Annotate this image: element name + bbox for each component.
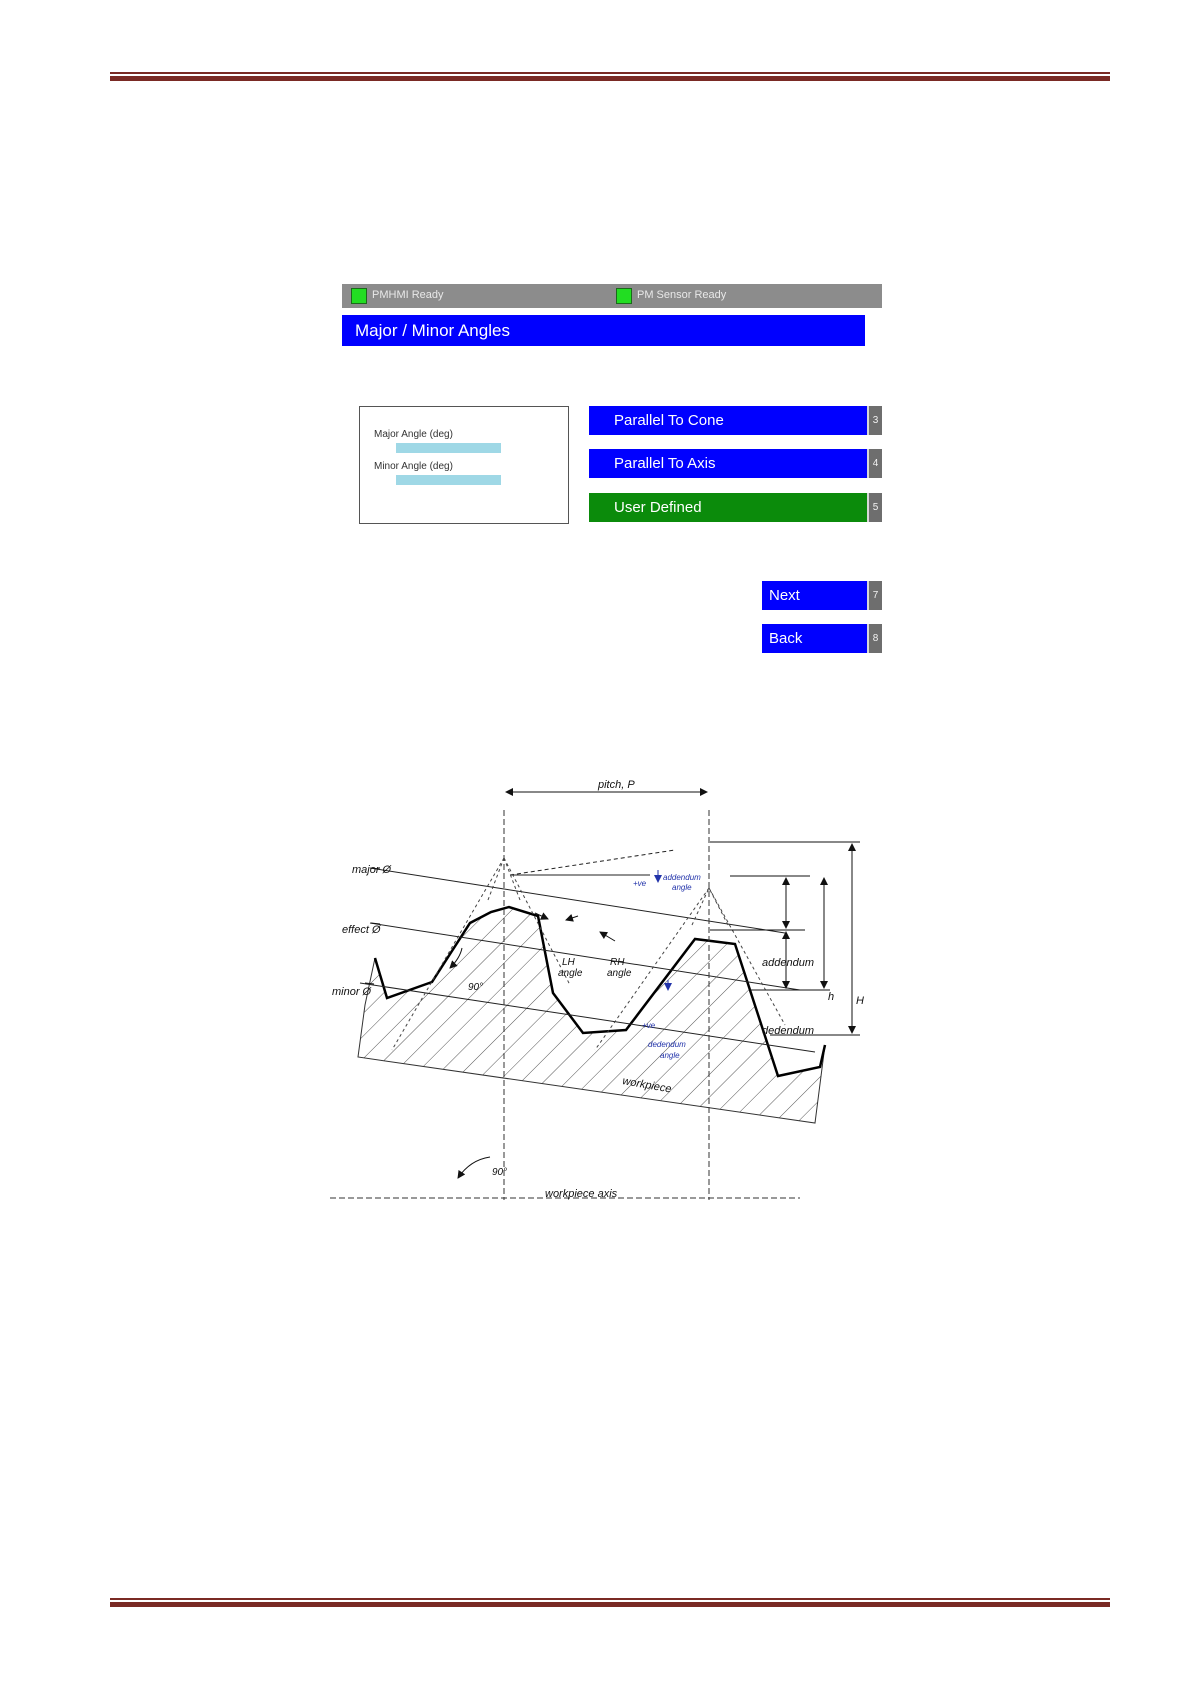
- user-defined-label: User Defined: [614, 499, 702, 516]
- minor-angle-label: Minor Angle (deg): [374, 461, 453, 472]
- minor-angle-field[interactable]: [396, 475, 501, 485]
- parallel-to-cone-label: Parallel To Cone: [614, 412, 724, 429]
- next-button[interactable]: [762, 581, 882, 610]
- back-label: Back: [769, 630, 803, 647]
- next-label: Next: [769, 587, 800, 604]
- effect-diameter-label: effect Ø: [342, 924, 381, 936]
- pmhmi-status-led-icon: [351, 288, 367, 304]
- back-button[interactable]: [762, 624, 882, 653]
- rh-angle-label-1: RH: [610, 957, 625, 968]
- lh-angle-label-1: LH: [562, 957, 575, 968]
- rh-angle-label-2: angle: [607, 968, 632, 979]
- page-title: Major / Minor Angles: [342, 315, 865, 346]
- softkey-5[interactable]: 5: [867, 493, 882, 522]
- angle-90-top-label: 90°: [468, 982, 484, 993]
- angle-indicators: [658, 870, 668, 990]
- major-angle-field[interactable]: [396, 443, 501, 453]
- hmi-screen: [342, 284, 882, 664]
- lh-angle-label-2: angle: [558, 968, 583, 979]
- parallel-to-axis-label: Parallel To Axis: [614, 455, 716, 472]
- page-footer-rule: [110, 1598, 1110, 1607]
- softkey-7[interactable]: 7: [867, 581, 882, 610]
- user-defined-button[interactable]: [589, 493, 882, 522]
- h-big-label: H: [856, 995, 864, 1007]
- sensor-status-label: PM Sensor Ready: [637, 289, 727, 301]
- plus-ve-top-label: +ve: [633, 879, 647, 888]
- softkey-3[interactable]: 3: [867, 406, 882, 435]
- angle-values-panel: [359, 406, 569, 524]
- major-diameter-label: major Ø: [352, 864, 392, 876]
- dedendum-angle-label-1: dedendum: [648, 1040, 686, 1049]
- major-angle-label: Major Angle (deg): [374, 429, 453, 440]
- dedendum-angle-label-2: angle: [660, 1051, 680, 1060]
- workpiece-axis-label: workpiece axis: [545, 1188, 618, 1200]
- addendum-label: addendum: [762, 957, 814, 969]
- h-small-label: h: [828, 991, 835, 1003]
- softkey-4[interactable]: 4: [867, 449, 882, 478]
- plus-ve-bottom-label: +ve: [642, 1021, 656, 1030]
- parallel-to-cone-button[interactable]: [589, 406, 882, 435]
- addendum-angle-label-2: angle: [672, 883, 692, 892]
- softkey-8[interactable]: 8: [867, 624, 882, 653]
- dedendum-label: dedendum: [762, 1025, 814, 1037]
- page-header-rule: [110, 72, 1110, 81]
- parallel-to-axis-button[interactable]: [589, 449, 882, 478]
- sensor-status-led-icon: [616, 288, 632, 304]
- thread-geometry-diagram: [330, 779, 890, 1220]
- minor-diameter-label: minor Ø: [332, 986, 372, 998]
- addendum-angle-label-1: addendum: [663, 873, 701, 882]
- angle-90-bottom-label: 90°: [492, 1167, 508, 1178]
- status-bar: [342, 284, 882, 308]
- pmhmi-status-label: PMHMI Ready: [372, 289, 444, 301]
- workpiece-label: workpiece: [621, 1075, 673, 1096]
- pitch-label: pitch, P: [598, 779, 635, 791]
